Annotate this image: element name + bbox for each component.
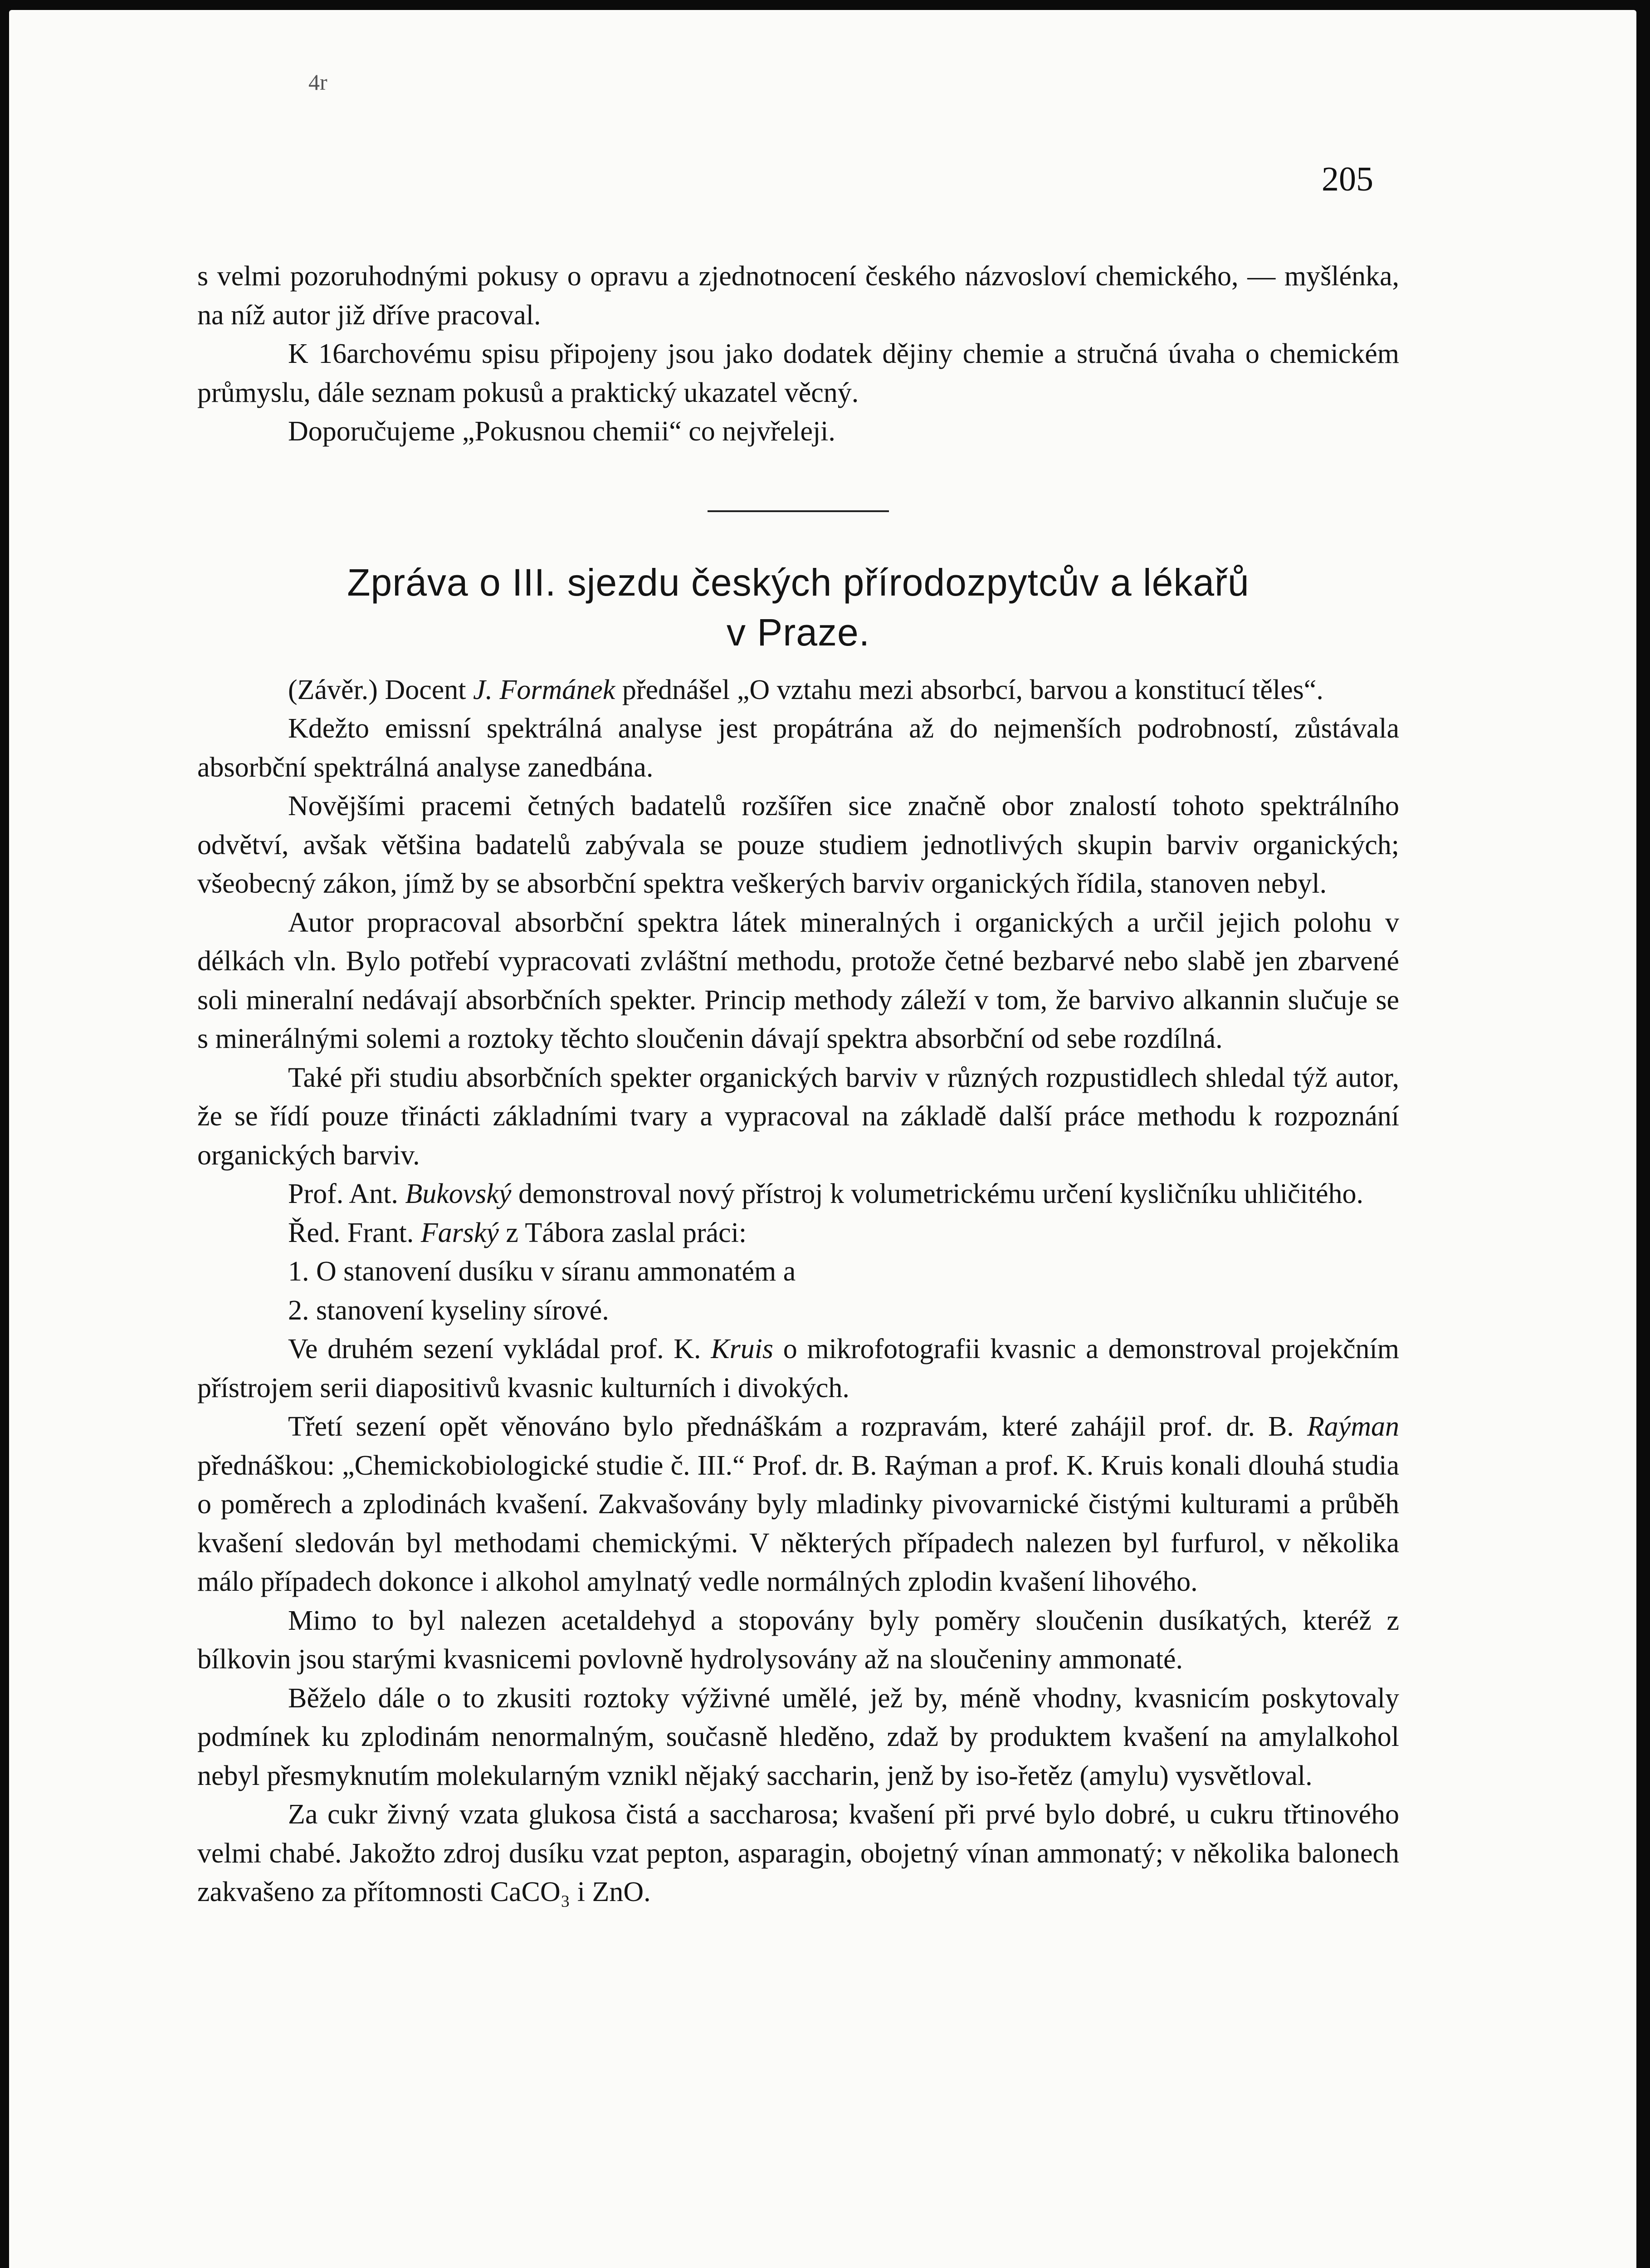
p1-text-a: (Závěr.) Docent [288, 674, 473, 705]
article-paragraph-2: Kdežto emissní spektrálná analyse jest propátrána až do nejmenších podrobností, zůstávala absorbční spektrálná analyse zanedbána. [197, 713, 1399, 783]
article-paragraph-10: Mimo to byl nalezen acetaldehyd a stopovány byly poměry sloučenin dusíkatých, kteréž z bílkovin jsou starými kvasnicemi povlovně hydrolysovány až na sloučeniny ammonaté. [197, 1605, 1399, 1675]
p1-text-b: přednášel „O vztahu mezi absorbcí, barvou a konstitucí těles“. [615, 674, 1323, 705]
document-page [9, 10, 1636, 2268]
p6-text-b: demonstroval nový přístroj k volumetrickému určení kysličníku uhličitého. [511, 1178, 1364, 1209]
article-paragraph-6 [197, 1175, 1399, 1214]
p8-text-a: Ve druhém sezení vykládal prof. K. [288, 1334, 711, 1364]
p9-author-name: Raýman [1307, 1411, 1399, 1442]
p6-author-name: Bukovský [405, 1178, 512, 1209]
scan-mark: 4r [308, 69, 327, 95]
p8-text-b: o mikrofotografii kvasnic a demonstroval projekčním přístrojem serii diapositivů kvasnic kulturních i divokých. [197, 1334, 1399, 1403]
p7-text-b: z Tábora zaslal práci: [498, 1217, 747, 1248]
article-paragraph-11: Běželo dále o to zkusiti roztoky výživné umělé, jež by, méně vhodny, kvasnicím poskytovaly podmínek ku zplodinám nenormalným, současně hleděno, zdaž by produktem kvašení na amylalkohol nebyl přesmyknutím molekularným vznikl nějaký saccharin, jenž by iso-řetěz (amylu) vysvětloval. [197, 1682, 1399, 1791]
article-title-line-1: Zpráva o III. sjezdu českých přírodozpytcův a lékařů [347, 561, 1250, 604]
intro-paragraph-1: s velmi pozoruhodnými pokusy o opravu a zjednotnocení českého názvosloví chemického, — myšlénka, na níž autor již dříve pracoval. [197, 261, 1399, 331]
p7-text-a: Řed. Frant. [288, 1217, 421, 1248]
p1-author-name: J. Formánek [473, 674, 615, 705]
article-paragraph-1 [197, 671, 1399, 710]
list-item-1: 1. O stanovení dusíku v síranu ammonatém a [288, 1256, 796, 1287]
p9-text-a: Třetí sezení opět věnováno bylo přednáškám a rozpravám, které zahájil prof. dr. B. [288, 1411, 1307, 1442]
article-paragraph-4: Autor propracoval absorbční spektra látek mineralných i organických a určil jejich polohu v délkách vln. Bylo potřebí vypracovati zvláštní methodu, protože četné bezbarvé nebo slabě jen zbarvené soli mineralní nedávají absorbčních spekter. Princip methody záleží v tom, že barvivo alkannin slučuje se s minerálnými solemi a roztoky těchto sloučenin dávají spektra absorbční od sebe rozdílná. [197, 907, 1399, 1054]
p9-text-b: přednáškou: „Chemickobiologické studie č. III.“ Prof. dr. B. Raýman a prof. K. Kruis konali dlouhá studia o poměrech a zplodinách kvašení. Zakvašovány byly mladinky pivovarnické čistými kulturami a průběh kvašení sledován byl methodami chemickými. V některých případech nalezen byl furfurol, v několika málo případech dokonce i alkohol amylnatý vedle normálných zplodin kvašení lihového. [197, 1450, 1399, 1597]
article-paragraph-8 [197, 1330, 1399, 1408]
p7-author-name: Farský [420, 1217, 499, 1248]
article-paragraph-9 [197, 1408, 1399, 1602]
list-item-2: 2. stanovení kyseliny sírové. [288, 1295, 609, 1326]
article-paragraph-7 [197, 1214, 1399, 1253]
p6-text-a: Prof. Ant. [288, 1178, 405, 1209]
article-paragraph-5: Také při studiu absorbčních spekter organických barviv v různých rozpustidlech shledal týž autor, že se řídí pouze třinácti základními tvary a vypracoval na základě další práce methodu k rozpoznání organických barviv. [197, 1062, 1399, 1171]
article-paragraph-12: Za cukr živný vzata glukosa čistá a saccharosa; kvašení při prvé bylo dobré, u cukru třtinového velmi chabé. Jakožto zdroj dusíku vzat pepton, asparagin, obojetný vínan ammonatý; v několika balonech zakvašeno za přítomnosti CaCO₃ i ZnO. [197, 1799, 1399, 1907]
article-title [197, 557, 1399, 657]
page-content [197, 257, 1399, 1912]
article-paragraph-3: Novějšími pracemi četných badatelů rozšířen sice značně obor znalostí tohoto spektrálního odvětví, avšak většina badatelů zabývala se pouze studiem jednotlivých skupin barviv organických; všeobecný zákon, jímž by se absorbční spektra veškerých barviv organických řídila, stanoven nebyl. [197, 791, 1399, 899]
page-number: 205 [1322, 160, 1373, 198]
section-divider [708, 510, 889, 512]
article-title-line-2: v Praze. [726, 611, 870, 654]
intro-paragraph-3: Doporučujeme „Pokusnou chemii“ co nejvřeleji. [288, 416, 835, 447]
intro-paragraph-2: K 16archovému spisu připojeny jsou jako dodatek dějiny chemie a stručná úvaha o chemickém průmyslu, dále seznam pokusů a praktický ukazatel věcný. [197, 338, 1399, 408]
p8-author-name: Kruis [711, 1334, 774, 1364]
